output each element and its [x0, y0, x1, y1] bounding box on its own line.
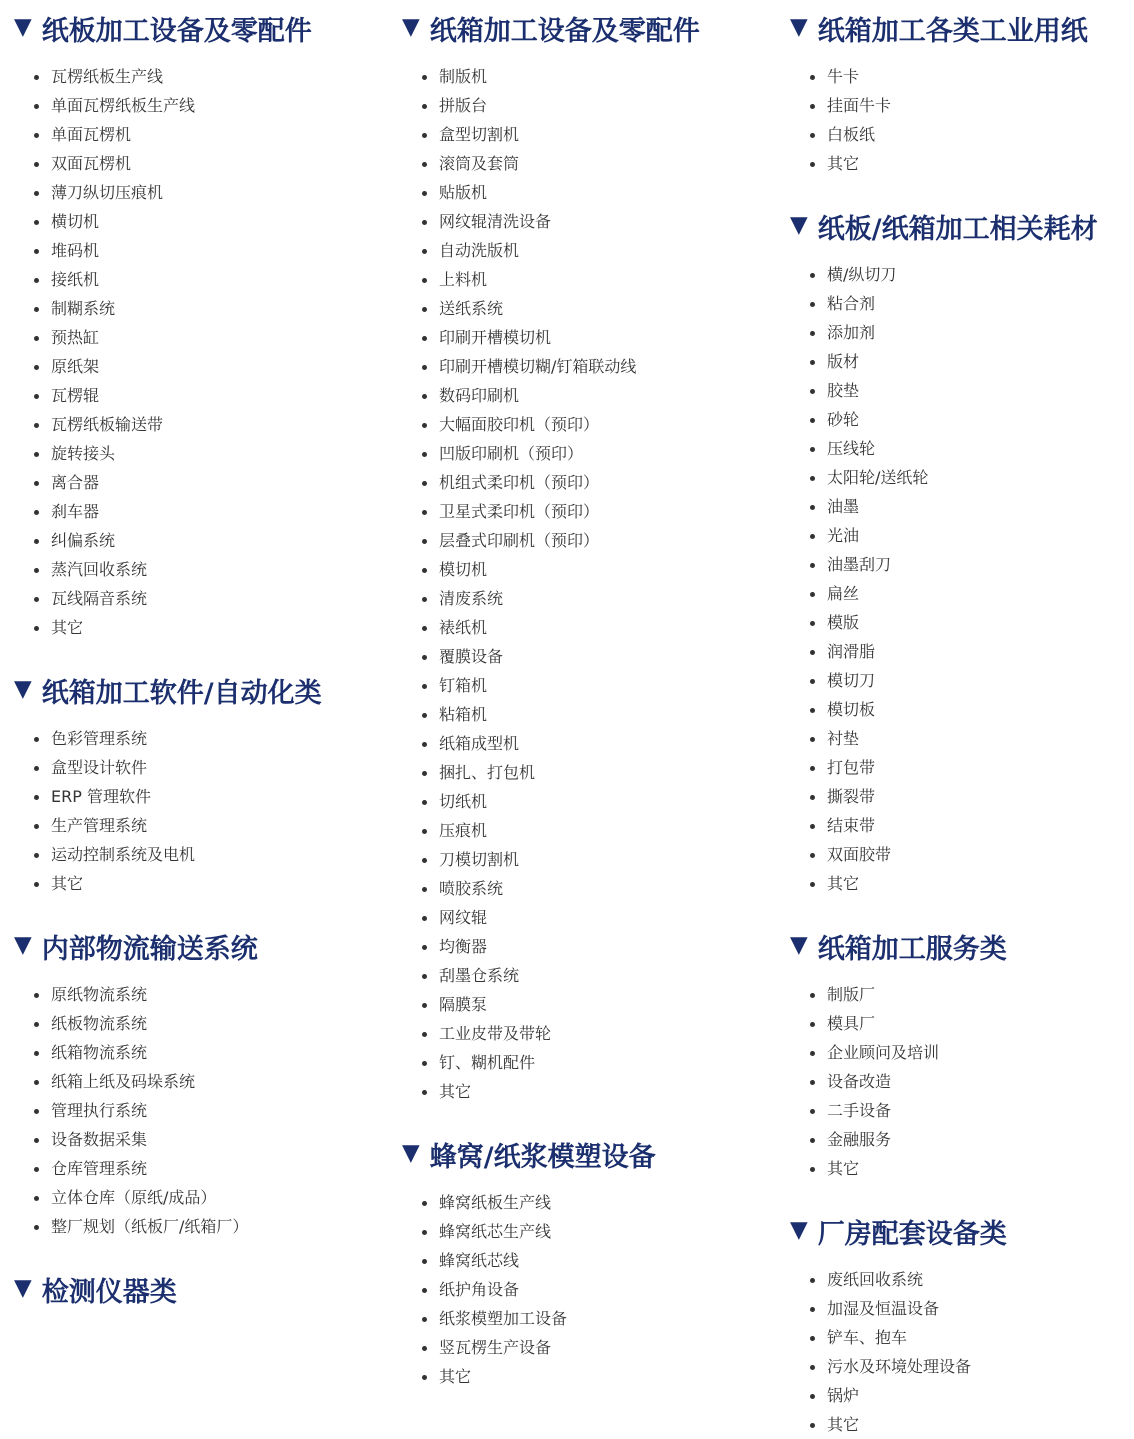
category-heading[interactable]: [790, 918, 1134, 974]
subcategory-link[interactable]: 刀模切割机: [402, 845, 772, 874]
subcategory-link[interactable]: 色彩管理系统: [14, 724, 384, 753]
section-spacer: [790, 898, 1134, 918]
subcategory-link[interactable]: 纠偏系统: [14, 526, 384, 555]
triangle-down-icon: ▼: [790, 212, 808, 238]
subcategory-link[interactable]: 运动控制系统及电机: [14, 840, 384, 869]
triangle-down-icon: ▼: [790, 1217, 808, 1243]
subcategory-link[interactable]: 砂轮: [790, 405, 1134, 434]
subcategory-list: [402, 62, 772, 1106]
subcategory-link[interactable]: 贴版机: [402, 178, 772, 207]
subcategory-link[interactable]: 管理执行系统: [14, 1096, 384, 1125]
triangle-down-icon: ▼: [14, 14, 32, 40]
category-section: [790, 198, 1134, 898]
subcategory-link[interactable]: 横/纵切刀: [790, 260, 1134, 289]
subcategory-link[interactable]: 二手设备: [790, 1096, 1134, 1125]
category-section: [14, 1261, 384, 1317]
category-heading[interactable]: [14, 0, 384, 56]
subcategory-link[interactable]: 生产管理系统: [14, 811, 384, 840]
subcategory-link[interactable]: 印刷开槽模切糊/钉箱联动线: [402, 352, 772, 381]
subcategory-link[interactable]: 仓库管理系统: [14, 1154, 384, 1183]
category-section: [14, 0, 384, 642]
subcategory-link[interactable]: 铲车、抱车: [790, 1323, 1134, 1352]
subcategory-link[interactable]: 添加剂: [790, 318, 1134, 347]
subcategory-link[interactable]: 双面胶带: [790, 840, 1134, 869]
column-3: [790, 0, 1134, 1439]
subcategory-link[interactable]: 瓦楞纸板输送带: [14, 410, 384, 439]
subcategory-link[interactable]: 牛卡: [790, 62, 1134, 91]
triangle-down-icon: ▼: [402, 14, 420, 40]
triangle-down-icon: ▼: [402, 1140, 420, 1166]
subcategory-link[interactable]: 原纸架: [14, 352, 384, 381]
subcategory-link[interactable]: 送纸系统: [402, 294, 772, 323]
subcategory-link[interactable]: 粘合剂: [790, 289, 1134, 318]
category-section: [14, 918, 384, 1241]
category-heading[interactable]: [402, 0, 772, 56]
subcategory-link[interactable]: 双面瓦楞机: [14, 149, 384, 178]
subcategory-link[interactable]: 模切刀: [790, 666, 1134, 695]
category-section: [790, 1203, 1134, 1439]
subcategory-link[interactable]: 上料机: [402, 265, 772, 294]
subcategory-link[interactable]: 纸箱成型机: [402, 729, 772, 758]
subcategory-link[interactable]: 旋转接头: [14, 439, 384, 468]
subcategory-link[interactable]: 捆扎、打包机: [402, 758, 772, 787]
subcategory-link[interactable]: 污水及环境处理设备: [790, 1352, 1134, 1381]
category-heading[interactable]: [402, 1126, 772, 1182]
category-section: [14, 662, 384, 898]
subcategory-list: [790, 62, 1134, 178]
category-title: 厂房配套设备类: [817, 1218, 1007, 1250]
category-title: 纸板/纸箱加工相关耗材: [817, 213, 1098, 245]
subcategory-link[interactable]: 盒型设计软件: [14, 753, 384, 782]
subcategory-link[interactable]: 制版厂: [790, 980, 1134, 1009]
subcategory-link[interactable]: 模切板: [790, 695, 1134, 724]
subcategory-link[interactable]: 凹版印刷机（预印）: [402, 439, 772, 468]
subcategory-link[interactable]: 网纹辊清洗设备: [402, 207, 772, 236]
subcategory-list: [14, 980, 384, 1241]
subcategory-link[interactable]: 其它: [790, 1410, 1134, 1439]
subcategory-link[interactable]: 其它: [14, 613, 384, 642]
column-1: [14, 0, 384, 1317]
subcategory-link[interactable]: 设备改造: [790, 1067, 1134, 1096]
subcategory-link[interactable]: 粘箱机: [402, 700, 772, 729]
subcategory-link[interactable]: 纸板物流系统: [14, 1009, 384, 1038]
subcategory-list: [14, 62, 384, 642]
subcategory-link[interactable]: 油墨: [790, 492, 1134, 521]
subcategory-link[interactable]: 白板纸: [790, 120, 1134, 149]
subcategory-link[interactable]: 其它: [790, 1154, 1134, 1183]
subcategory-link[interactable]: 版材: [790, 347, 1134, 376]
subcategory-link[interactable]: 立体仓库（原纸/成品）: [14, 1183, 384, 1212]
subcategory-link[interactable]: 盒型切割机: [402, 120, 772, 149]
subcategory-link[interactable]: 滚筒及套筒: [402, 149, 772, 178]
subcategory-link[interactable]: 单面瓦楞纸板生产线: [14, 91, 384, 120]
subcategory-link[interactable]: 蜂窝纸芯生产线: [402, 1217, 772, 1246]
subcategory-link[interactable]: 喷胶系统: [402, 874, 772, 903]
subcategory-link[interactable]: 加湿及恒温设备: [790, 1294, 1134, 1323]
subcategory-link[interactable]: 纸箱物流系统: [14, 1038, 384, 1067]
category-heading[interactable]: [790, 1203, 1134, 1259]
subcategory-link[interactable]: 堆码机: [14, 236, 384, 265]
subcategory-link[interactable]: 企业顾问及培训: [790, 1038, 1134, 1067]
section-spacer: [14, 1241, 384, 1261]
category-title: 纸箱加工软件/自动化类: [41, 677, 322, 709]
subcategory-link[interactable]: 锅炉: [790, 1381, 1134, 1410]
subcategory-link[interactable]: 润滑脂: [790, 637, 1134, 666]
subcategory-link[interactable]: 结束带: [790, 811, 1134, 840]
subcategory-link[interactable]: 钉、糊机配件: [402, 1048, 772, 1077]
subcategory-link[interactable]: 油墨刮刀: [790, 550, 1134, 579]
subcategory-link[interactable]: 裱纸机: [402, 613, 772, 642]
subcategory-link[interactable]: 金融服务: [790, 1125, 1134, 1154]
subcategory-link[interactable]: 层叠式印刷机（预印）: [402, 526, 772, 555]
subcategory-link[interactable]: 瓦楞辊: [14, 381, 384, 410]
subcategory-link[interactable]: 胶垫: [790, 376, 1134, 405]
subcategory-link[interactable]: 瓦楞纸板生产线: [14, 62, 384, 91]
subcategory-link[interactable]: 蒸汽回收系统: [14, 555, 384, 584]
subcategory-list: [14, 724, 384, 898]
subcategory-link[interactable]: 离合器: [14, 468, 384, 497]
subcategory-link[interactable]: 压痕机: [402, 816, 772, 845]
section-spacer: [790, 178, 1134, 198]
category-title: 纸箱加工设备及零配件: [429, 15, 700, 47]
subcategory-link[interactable]: 整厂规划（纸板厂/纸箱厂）: [14, 1212, 384, 1241]
category-title: 纸板加工设备及零配件: [41, 15, 312, 47]
subcategory-link[interactable]: 挂面牛卡: [790, 91, 1134, 120]
subcategory-link[interactable]: 其它: [402, 1077, 772, 1106]
subcategory-list: [790, 260, 1134, 898]
subcategory-link[interactable]: 横切机: [14, 207, 384, 236]
subcategory-link[interactable]: 卫星式柔印机（预印）: [402, 497, 772, 526]
category-title: 纸箱加工服务类: [817, 933, 1007, 965]
column-2: [402, 0, 772, 1391]
subcategory-link[interactable]: 覆膜设备: [402, 642, 772, 671]
category-heading[interactable]: [790, 198, 1134, 254]
subcategory-link[interactable]: ERP 管理软件: [14, 782, 384, 811]
subcategory-link[interactable]: 薄刀纵切压痕机: [14, 178, 384, 207]
subcategory-link[interactable]: 印刷开槽模切机: [402, 323, 772, 352]
subcategory-link[interactable]: 光油: [790, 521, 1134, 550]
category-heading[interactable]: [14, 662, 384, 718]
section-spacer: [790, 1183, 1134, 1203]
subcategory-link[interactable]: 刹车器: [14, 497, 384, 526]
subcategory-link[interactable]: 扁丝: [790, 579, 1134, 608]
subcategory-link[interactable]: 纸箱上纸及码垛系统: [14, 1067, 384, 1096]
triangle-down-icon: ▼: [790, 932, 808, 958]
subcategory-link[interactable]: 制版机: [402, 62, 772, 91]
category-title: 蜂窝/纸浆模塑设备: [429, 1141, 656, 1173]
subcategory-link[interactable]: 衬垫: [790, 724, 1134, 753]
subcategory-link[interactable]: 撕裂带: [790, 782, 1134, 811]
subcategory-link[interactable]: 纸浆模塑加工设备: [402, 1304, 772, 1333]
subcategory-link[interactable]: 原纸物流系统: [14, 980, 384, 1009]
category-section: [790, 918, 1134, 1183]
subcategory-list: [790, 980, 1134, 1183]
subcategory-link[interactable]: 单面瓦楞机: [14, 120, 384, 149]
subcategory-link[interactable]: 其它: [402, 1362, 772, 1391]
category-title: 纸箱加工各类工业用纸: [817, 15, 1088, 47]
subcategory-link[interactable]: 纸护角设备: [402, 1275, 772, 1304]
section-spacer: [14, 898, 384, 918]
subcategory-link[interactable]: 模具厂: [790, 1009, 1134, 1038]
category-heading[interactable]: [14, 918, 384, 974]
subcategory-link[interactable]: 其它: [790, 149, 1134, 178]
triangle-down-icon: ▼: [14, 932, 32, 958]
category-title: 内部物流输送系统: [41, 933, 258, 965]
category-section: [790, 0, 1134, 178]
triangle-down-icon: ▼: [14, 1275, 32, 1301]
category-heading[interactable]: [790, 0, 1134, 56]
subcategory-link[interactable]: 模版: [790, 608, 1134, 637]
subcategory-list: [790, 1265, 1134, 1439]
subcategory-link[interactable]: 隔膜泵: [402, 990, 772, 1019]
triangle-down-icon: ▼: [14, 676, 32, 702]
subcategory-link[interactable]: 废纸回收系统: [790, 1265, 1134, 1294]
subcategory-link[interactable]: 刮墨仓系统: [402, 961, 772, 990]
subcategory-link[interactable]: 其它: [790, 869, 1134, 898]
category-heading[interactable]: [14, 1261, 384, 1317]
category-section: [402, 1126, 772, 1391]
subcategory-link[interactable]: 模切机: [402, 555, 772, 584]
subcategory-link[interactable]: 大幅面胶印机（预印）: [402, 410, 772, 439]
subcategory-link[interactable]: 接纸机: [14, 265, 384, 294]
subcategory-link[interactable]: 网纹辊: [402, 903, 772, 932]
subcategory-link[interactable]: 自动洗版机: [402, 236, 772, 265]
subcategory-link[interactable]: 蜂窝纸芯线: [402, 1246, 772, 1275]
subcategory-link[interactable]: 太阳轮/送纸轮: [790, 463, 1134, 492]
subcategory-link[interactable]: 切纸机: [402, 787, 772, 816]
triangle-down-icon: ▼: [790, 14, 808, 40]
subcategory-list: [402, 1188, 772, 1391]
subcategory-link[interactable]: 均衡器: [402, 932, 772, 961]
category-title: 检测仪器类: [41, 1276, 177, 1308]
subcategory-link[interactable]: 压线轮: [790, 434, 1134, 463]
section-spacer: [402, 1106, 772, 1126]
subcategory-link[interactable]: 清废系统: [402, 584, 772, 613]
subcategory-link[interactable]: 设备数据采集: [14, 1125, 384, 1154]
subcategory-link[interactable]: 数码印刷机: [402, 381, 772, 410]
section-spacer: [14, 642, 384, 662]
subcategory-link[interactable]: 制糊系统: [14, 294, 384, 323]
subcategory-link[interactable]: 工业皮带及带轮: [402, 1019, 772, 1048]
subcategory-link[interactable]: 瓦线隔音系统: [14, 584, 384, 613]
category-section: [402, 0, 772, 1106]
subcategory-link[interactable]: 钉箱机: [402, 671, 772, 700]
subcategory-link[interactable]: 预热缸: [14, 323, 384, 352]
subcategory-link[interactable]: 机组式柔印机（预印）: [402, 468, 772, 497]
subcategory-link[interactable]: 其它: [14, 869, 384, 898]
subcategory-link[interactable]: 蜂窝纸板生产线: [402, 1188, 772, 1217]
subcategory-link[interactable]: 竖瓦楞生产设备: [402, 1333, 772, 1362]
subcategory-link[interactable]: 拼版台: [402, 91, 772, 120]
subcategory-link[interactable]: 打包带: [790, 753, 1134, 782]
